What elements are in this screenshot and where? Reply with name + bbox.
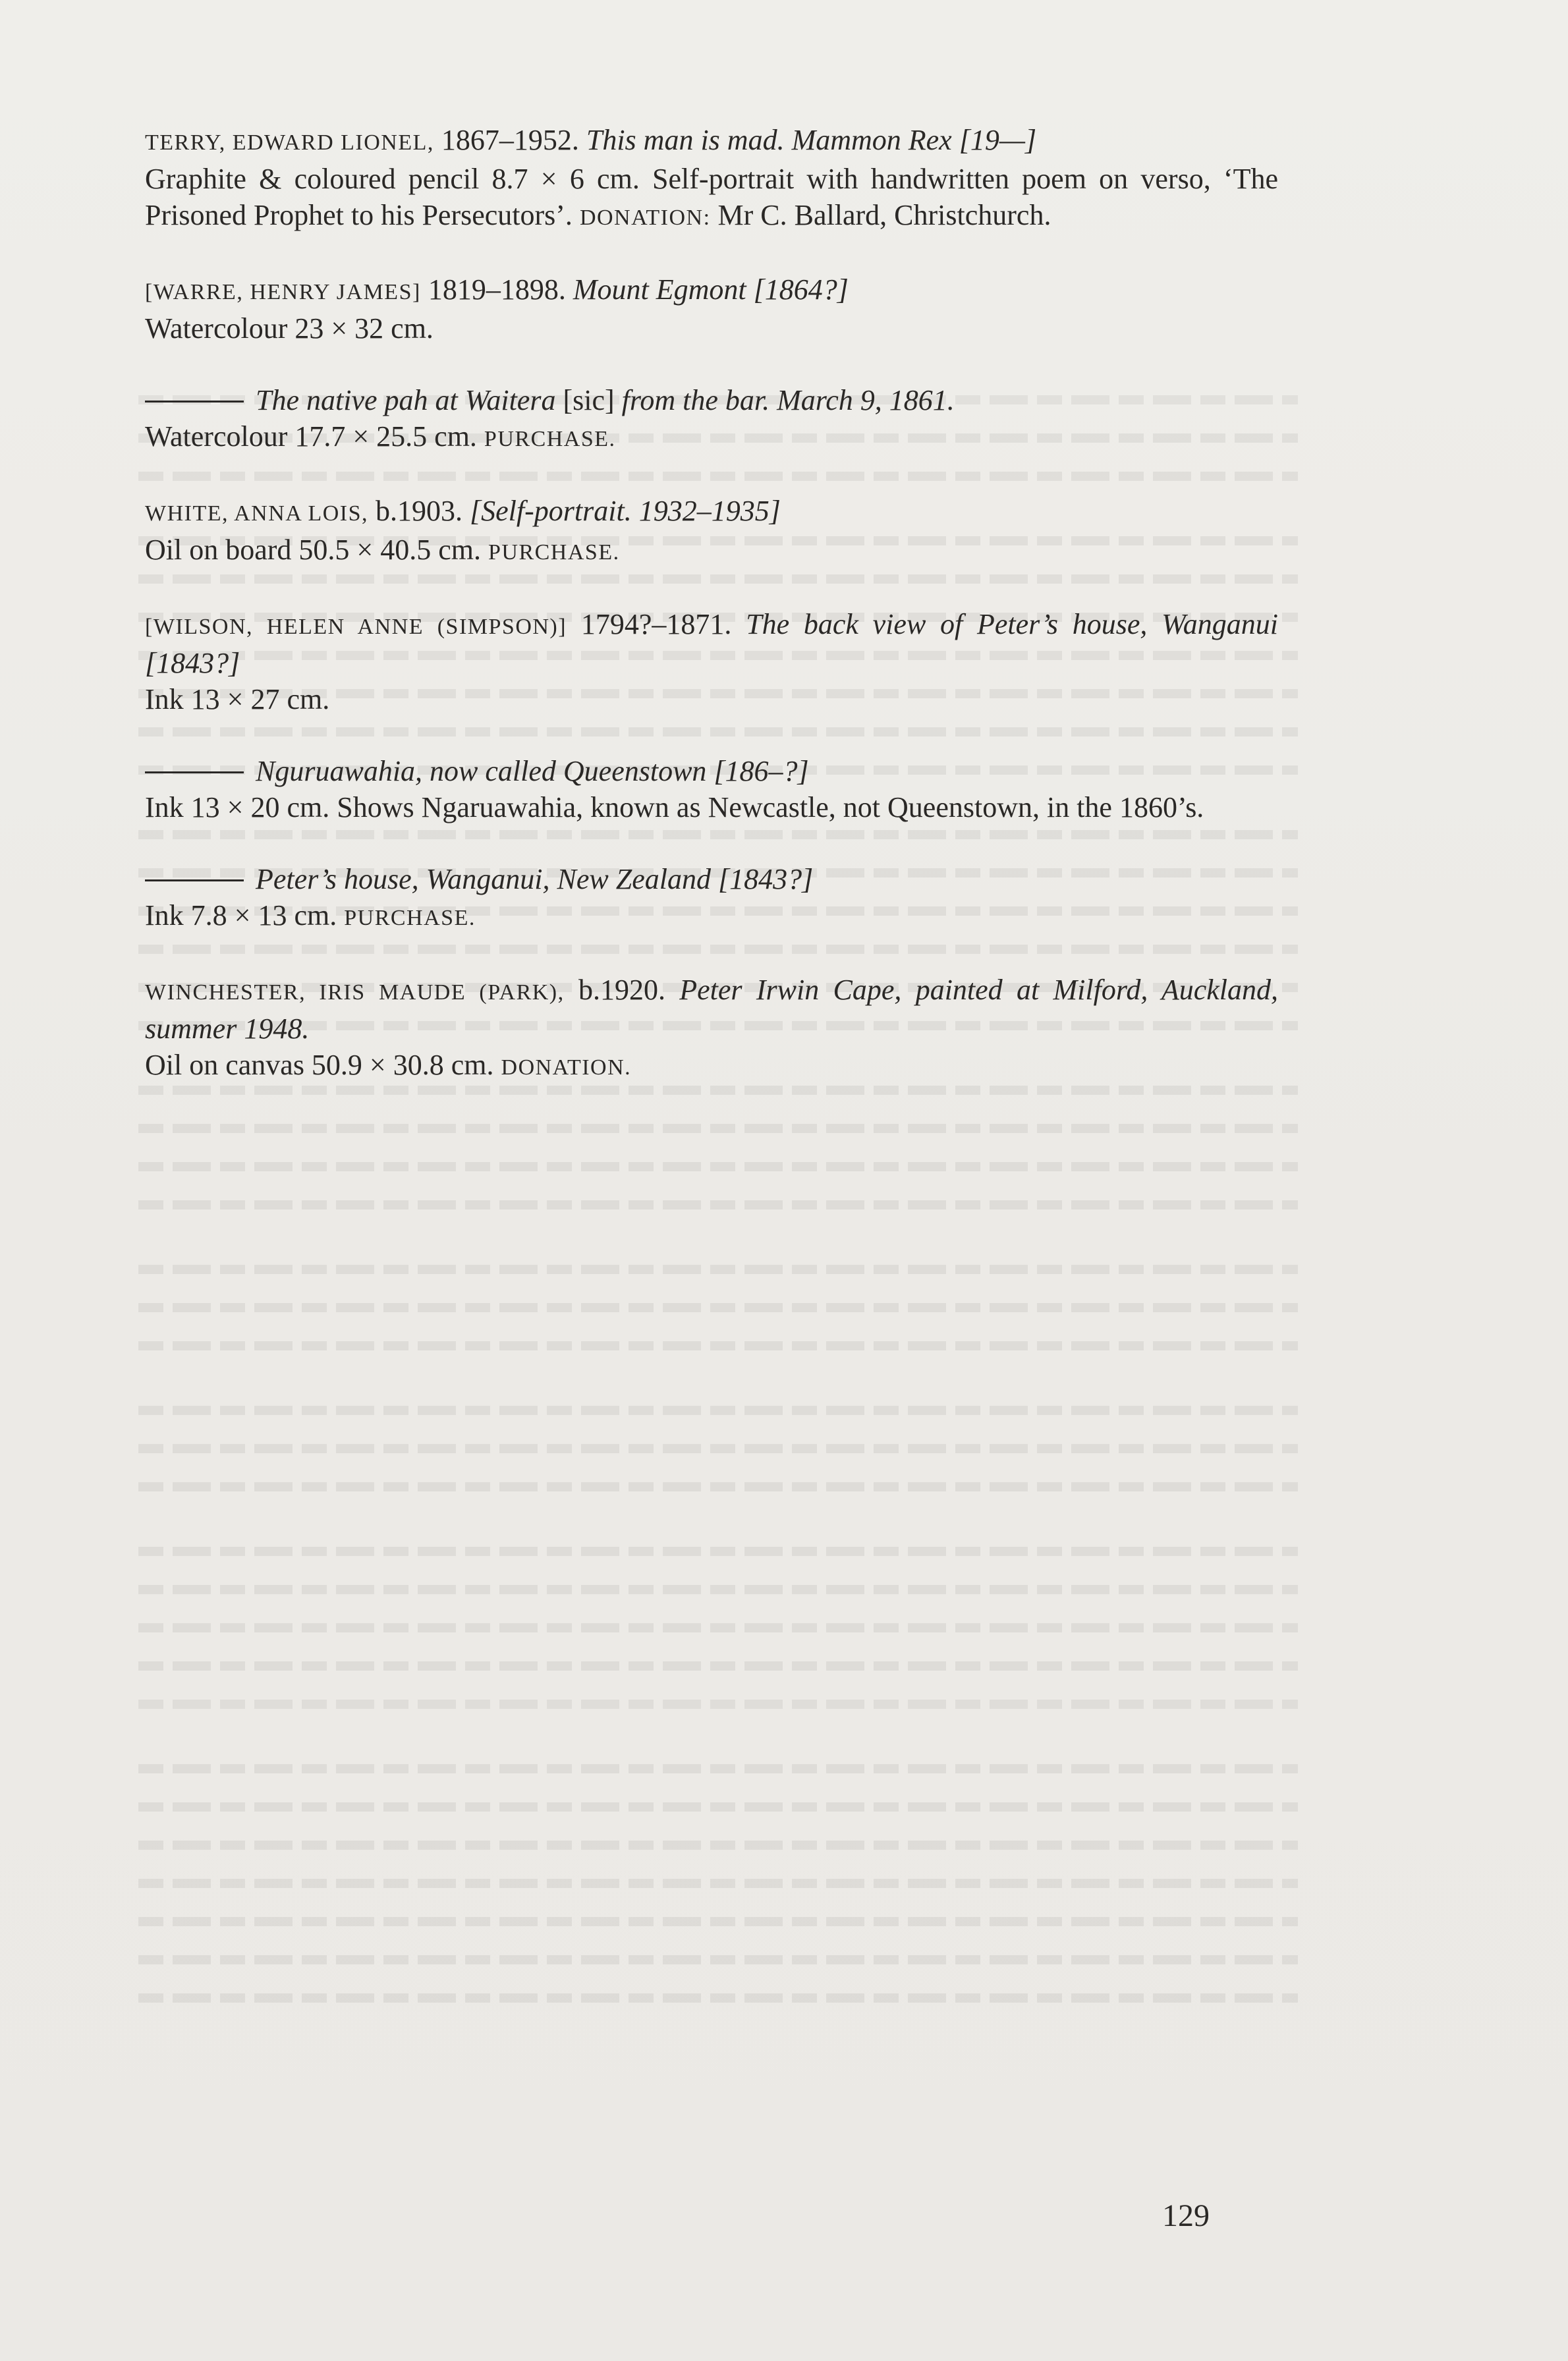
- work-title: The native pah at Waitera: [256, 384, 556, 416]
- work-description: Graphite & coloured pencil 8.7 × 6 cm. Self-portrait with handwritten poem on verso, ‘The Prisoned Prophet to his Persecutors’.: [145, 163, 1278, 231]
- work-title-continued: from the bar. March 9, 1861.: [621, 384, 955, 416]
- entry-white: [145, 493, 1278, 570]
- acquisition-method: PURCHASE.: [344, 906, 476, 930]
- work-title: [Self-portrait. 1932–1935]: [470, 495, 781, 527]
- artist-dates: 1794?–1871.: [567, 608, 746, 640]
- work-description: Ink 7.8 × 13 cm.: [145, 899, 345, 931]
- acquisition-method: DONATION.: [501, 1055, 632, 1080]
- acquisition-method: DONATION:: [579, 206, 711, 230]
- ditto-dash: [145, 879, 244, 881]
- acquisition-method: PURCHASE.: [488, 540, 620, 565]
- artist-dates: 1867–1952.: [434, 124, 586, 156]
- entry-winchester: [145, 972, 1278, 1086]
- page-number: 129: [1162, 2198, 1210, 2233]
- catalogue-entries: [145, 122, 1278, 1121]
- work-title: Nguruawahia, now called Queenstown [186–?]: [256, 755, 809, 787]
- artist-name: WINCHESTER, IRIS MAUDE (PARK),: [145, 980, 565, 1005]
- work-description: Ink 13 × 27 cm.: [145, 683, 330, 715]
- artist-name: [WARRE, HENRY JAMES]: [145, 280, 421, 304]
- work-title: Peter Irwin Cape, painted at Milford, Auckland, summer 1948.: [145, 974, 1279, 1045]
- artist-dates: 1819–1898.: [420, 273, 573, 306]
- work-title: Mount Egmont [1864?]: [573, 273, 849, 306]
- work-description: Oil on board 50.5 × 40.5 cm.: [145, 534, 488, 566]
- entry-wilson-3: [145, 861, 1278, 936]
- sic-note: [sic]: [555, 384, 622, 416]
- entry-wilson: [145, 606, 1278, 717]
- work-description: Ink 13 × 20 cm. Shows Ngaruawahia, known as Newcastle, not Queenstown, in the 1860’s.: [145, 791, 1204, 823]
- acquisition-method: PURCHASE.: [484, 427, 616, 451]
- ditto-dash: [145, 771, 244, 773]
- entry-warre-2: [145, 382, 1278, 457]
- artist-dates: b.1903.: [368, 495, 470, 527]
- artist-name: WHITE, ANNA LOIS,: [145, 501, 369, 526]
- entry-warre: [145, 271, 1278, 347]
- work-description: Watercolour 17.7 × 25.5 cm.: [145, 420, 484, 453]
- donor: Mr C. Ballard, Christchurch.: [710, 199, 1051, 231]
- work-description: Oil on canvas 50.9 × 30.8 cm.: [145, 1049, 501, 1081]
- work-description: Watercolour 23 × 32 cm.: [145, 312, 434, 345]
- work-title: Peter’s house, Wanganui, New Zealand [1843?]: [256, 863, 814, 895]
- artist-name: [WILSON, HELEN ANNE (SIMPSON)]: [145, 615, 567, 639]
- artist-name: TERRY, EDWARD LIONEL,: [145, 130, 434, 155]
- ditto-dash: [145, 401, 244, 403]
- work-title: The back view of Peter’s house, Wanganui [1843?]: [145, 608, 1278, 679]
- entry-wilson-2: [145, 753, 1278, 825]
- artist-dates: b.1920.: [564, 974, 680, 1006]
- work-title: This man is mad. Mammon Rex [19—]: [586, 124, 1037, 156]
- entry-terry: [145, 122, 1278, 236]
